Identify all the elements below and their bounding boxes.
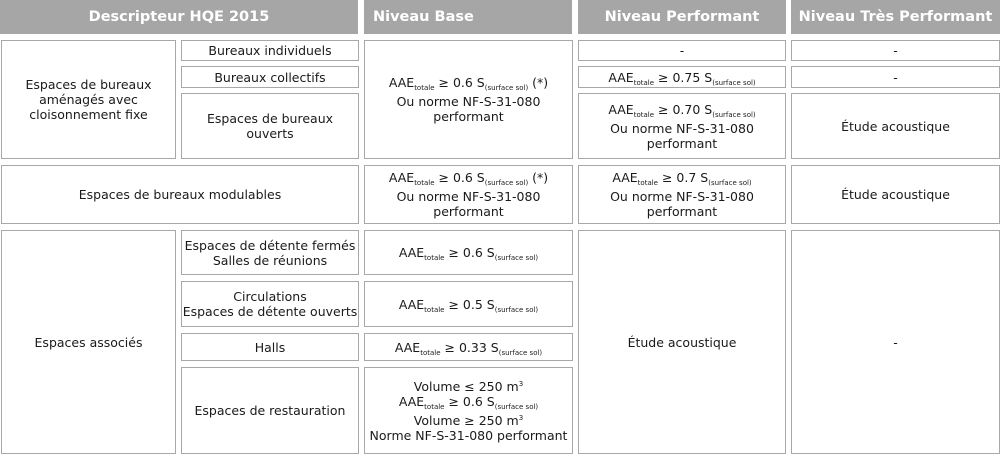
- aae-formula: $AAE_{totale} \ge 0.33$ $S_{(surface sol)}$: [394, 339, 543, 357]
- base-halls-cell: [364, 333, 573, 361]
- base-modulables-cell: [364, 165, 573, 224]
- row-label: Salles de réunions: [212, 252, 328, 268]
- group-bureaux-modulables: [1, 165, 359, 224]
- row-label: Espaces de restauration: [194, 403, 346, 418]
- tres-perf-collectifs-cell: [791, 66, 1000, 88]
- header-niveau-tres-performant: Niveau Très Performant: [791, 0, 1000, 34]
- row-halls: [181, 333, 359, 361]
- row-label: Bureaux individuels: [208, 43, 332, 58]
- group-espaces-associes: [1, 230, 176, 454]
- aae-formula: $AAE_{totale} \ge 0.70$ $S_{(surface sol)}$: [608, 101, 756, 119]
- header-niveau-performant: Niveau Performant: [578, 0, 786, 34]
- aae-formula: $AAE_{totale} \ge 0.7$ $S_{(surface sol)}$: [612, 170, 752, 187]
- tres-perf-modulables-cell: [791, 165, 1000, 224]
- tres-perf-ouverts-cell: [791, 93, 1000, 159]
- etude-text: Étude acoustique: [627, 334, 737, 350]
- base-cloisonnement-cell: [364, 40, 573, 159]
- row-label: Espaces de détente fermés: [184, 237, 356, 253]
- group-cloisonnement-fixe: [1, 40, 176, 159]
- volume-large-text: Volume ≥ 250 $m^3$: [413, 412, 524, 428]
- row-detente-fermes: [181, 230, 359, 275]
- base-circulations-cell: [364, 281, 573, 327]
- row-label: Espaces de bureaux ouverts: [206, 111, 334, 141]
- row-label: Espaces de détente ouverts: [182, 304, 358, 319]
- dash-value: -: [893, 334, 898, 350]
- perf-modulables-cell: [578, 165, 786, 224]
- row-restauration: [181, 367, 359, 454]
- row-label: Bureaux collectifs: [214, 69, 326, 85]
- perf-individuels-cell: [578, 40, 786, 61]
- header-niveau-base: Niveau Base: [364, 0, 572, 34]
- perf-ouverts-cell: [578, 93, 786, 159]
- row-label: Halls: [254, 339, 286, 355]
- perf-collectifs-cell: [578, 66, 786, 88]
- group-modulables-label: Espaces de bureaux modulables: [78, 187, 282, 202]
- group-cloisonnement-label: Espaces de bureaux aménagés avec cloisonnement fixe: [25, 77, 152, 122]
- norme-text: Norme NF-S-31-080 performant: [369, 427, 568, 443]
- norme-text: Ou norme NF-S-31-080 performant: [396, 94, 541, 124]
- dash-value: -: [893, 69, 898, 85]
- aae-formula: $AAE_{totale} \ge 0.6$ $S_{(surface sol)}$ (*): [388, 75, 549, 92]
- header-descripteur: Descripteur HQE 2015: [0, 0, 358, 34]
- row-bureaux-collectifs: [181, 66, 359, 88]
- aae-formula: $AAE_{totale} \ge 0.5$ $S_{(surface sol)}$: [398, 296, 539, 314]
- perf-associes-cell: [578, 230, 786, 454]
- norme-text: Ou norme NF-S-31-080 performant: [610, 189, 754, 219]
- row-circulations: [181, 281, 359, 327]
- aae-formula: $AAE_{totale} \ge 0.75$ $S_{(surface sol)}$: [608, 69, 756, 87]
- norme-text: Ou norme NF-S-31-080 performant: [610, 120, 754, 151]
- aae-formula: $AAE_{totale} \ge 0.6$ $S_{(surface sol)}$ (*): [388, 170, 549, 187]
- aae-formula: $AAE_{totale} \ge 0.6$ $S_{(surface sol)}$: [398, 393, 539, 411]
- group-associes-label: Espaces associés: [34, 334, 143, 350]
- dash-value: -: [679, 43, 685, 58]
- tres-perf-individuels-cell: [791, 40, 1000, 61]
- aae-formula: $AAE_{totale} \ge 0.6$ $S_{(surface sol)}$: [398, 245, 539, 262]
- dash-value: -: [893, 43, 898, 58]
- row-bureaux-individuels: [181, 40, 359, 61]
- row-label: Circulations: [233, 289, 307, 304]
- row-bureaux-ouverts: [181, 93, 359, 159]
- base-detente-fermes-cell: [364, 230, 573, 275]
- etude-text: Étude acoustique: [841, 118, 950, 134]
- base-restauration-cell: [364, 367, 573, 454]
- etude-text: Étude acoustique: [841, 187, 950, 202]
- tres-perf-associes-cell: [791, 230, 1000, 454]
- volume-small-text: Volume ≤ 250 $m^3$: [413, 378, 524, 394]
- norme-text: Ou norme NF-S-31-080 performant: [396, 189, 541, 219]
